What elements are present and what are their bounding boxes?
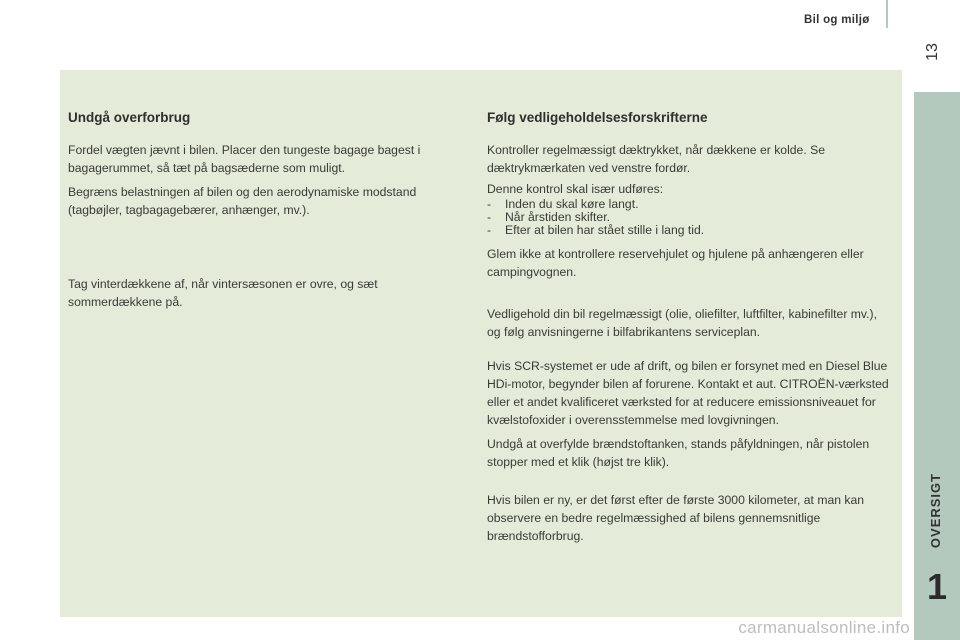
- header-divider: [886, 0, 888, 28]
- left-paragraph: Begræns belastningen af bilen og den aerodynamiske modstand (tagbøjler, tagbagagebærer, anhænger, mv.).: [68, 185, 417, 217]
- chapter-number: 1: [926, 566, 948, 607]
- left-heading: Undgå overforbrug: [68, 110, 191, 125]
- right-paragraph: Vedligehold din bil regelmæssigt (olie, oliefilter, luftfilter, kabinefilter mv.), og følg anvisningerne i bilfabrikantens serviceplan.: [487, 307, 877, 339]
- section-title: Bil og miljø: [804, 14, 870, 26]
- watermark: carmanualsonline.info: [738, 618, 910, 637]
- left-paragraph: Tag vinterdækkene af, når vintersæsonen er ovre, og sæt sommerdækkene på.: [68, 277, 378, 309]
- right-paragraph: Hvis bilen er ny, er det først efter de første 3000 kilometer, at man kan observere en bedre regelmæssighed af bilens gennemsnitlige brændstofforbrug.: [487, 493, 865, 543]
- list-item: [487, 224, 893, 237]
- check-list: [487, 183, 893, 237]
- list-item-text: Efter at bilen har stået stille i lang tid.: [505, 223, 705, 237]
- right-paragraph: Undgå at overfylde brændstoftanken, stands påfyldningen, når pistolen stopper med et klik (højst tre klik).: [487, 437, 870, 469]
- right-intro: Kontroller regelmæssigt dæktrykket, når dækkene er kolde. Se dæktrykmærkaten ved venstre fordør.: [487, 143, 826, 175]
- list-dash: -: [487, 210, 492, 224]
- left-paragraph: Fordel vægten jævnt i bilen. Placer den tungeste bagage bagest i bagagerummet, så tæt på bagsæderne som muligt.: [68, 143, 421, 175]
- list-item-text: Inden du skal køre langt.: [505, 197, 639, 211]
- list-item-text: Når årstiden skifter.: [505, 210, 610, 224]
- chapter-tab-label-wrapper: [916, 460, 956, 560]
- list-dash: -: [487, 223, 492, 237]
- right-column: [487, 110, 893, 551]
- page-number: 13: [924, 43, 941, 61]
- check-list-intro: Denne kontrol skal især udføres:: [487, 182, 664, 196]
- list-dash: -: [487, 197, 492, 211]
- right-paragraph: Glem ikke at kontrollere reservehjulet og hjulene på anhængeren eller campingvognen.: [487, 247, 864, 279]
- right-paragraph: Hvis SCR-systemet er ude af drift, og bilen er forsynet med en Diesel Blue HDi-motor, begynder bilen af forurene. Kontakt et aut. CITROËN-værksted eller et andet kvalificeret værksted for at reducere emissionsniveauet for kvælstofoxider i overensstemmelse med lovgivningen.: [487, 359, 889, 427]
- left-column: [68, 110, 468, 317]
- chapter-tab-label: OVERSIGT: [928, 472, 944, 548]
- right-heading: Følg vedligeholdelsesforskrifterne: [487, 110, 708, 125]
